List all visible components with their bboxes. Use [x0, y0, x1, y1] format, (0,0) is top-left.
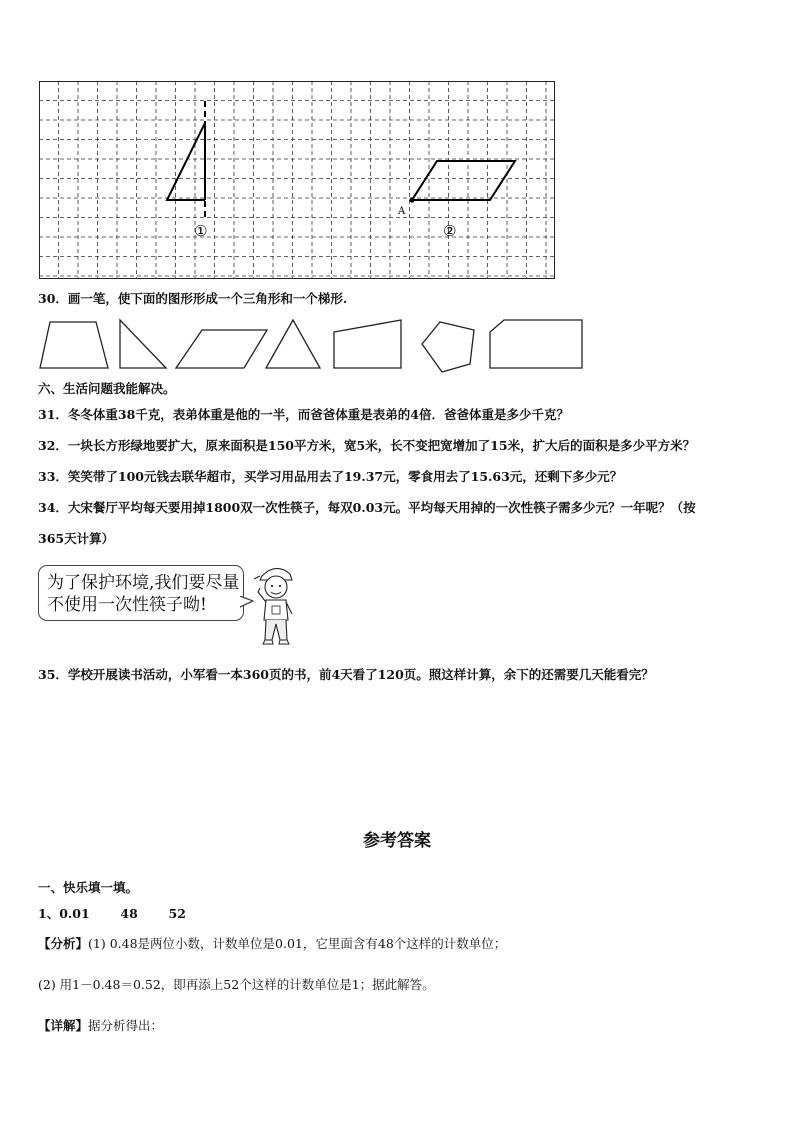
question-33: 33．笑笑带了100元钱去联华超市，买学习用品用去了19.37元，零食用去了15.63元，还剩下多少元？ — [38, 469, 623, 484]
quadrilateral-shape — [334, 320, 401, 368]
point-a-dot — [409, 197, 414, 202]
answer-1-line — [38, 906, 186, 922]
bubble-line-1: 为了保护环境,我们要尽量 — [47, 573, 240, 593]
speech-bubble — [38, 565, 244, 621]
analysis-text-1: (1) 0.48是两位小数，计数单位是0.01，它里面含有48个这样的计数单位； — [88, 936, 507, 951]
cut-corner-rectangle-shape — [490, 320, 582, 368]
question-30: 30．画一笔，使下面的图形形成一个三角形和一个梯形. — [38, 291, 348, 306]
point-a-label: A — [398, 206, 406, 217]
analysis-line-1 — [38, 936, 506, 952]
analysis-tag: 【分析】 — [38, 936, 89, 951]
grid-figure — [39, 81, 555, 279]
isosceles-triangle-shape — [266, 320, 320, 368]
answers-title: 参考答案 — [363, 831, 431, 851]
question-34-line-1: 34．大宋餐厅平均每天要用掉1800双一次性筷子，每双0.03元。平均每天用掉的一次性筷子需多少元？一年呢？（按 — [38, 500, 696, 515]
section-6-heading: 六、生活问题我能解决。 — [38, 381, 176, 396]
boy-illustration — [252, 562, 300, 650]
figure-label-1: ① — [194, 222, 208, 240]
question-31: 31．冬冬体重38千克，表弟体重是他的一半，而爸爸体重是表弟的4倍．爸爸体重是多少千克？ — [38, 407, 569, 422]
speech-bubble-text — [47, 572, 239, 616]
detail-line — [38, 1018, 163, 1034]
triangle-shape — [167, 123, 205, 200]
detail-text: 据分析得出： — [88, 1018, 164, 1033]
question-35: 35．学校开展读书活动，小军看一本360页的书，前4天看了120页。照这样计算，余下的还需要几天能看完？ — [38, 667, 654, 682]
figure-label-2: ② — [443, 222, 457, 240]
parallelogram-outline — [176, 330, 267, 368]
shapes-row — [36, 316, 586, 374]
parallelogram-shape — [412, 161, 515, 200]
answer-1-value-3: 52 — [168, 906, 186, 921]
trapezoid-shape — [40, 322, 108, 368]
pentagon-shape — [422, 322, 474, 372]
question-34-line-2: 365天计算） — [38, 531, 115, 546]
bubble-line-2: 不使用一次性筷子呦! — [47, 595, 207, 615]
right-triangle-shape — [120, 320, 166, 368]
answer-1-value-1: 1、0.01 — [38, 906, 90, 921]
analysis-line-2: (2) 用1－0.48＝0.52，即再添上52个这样的计数单位是1；据此解答。 — [38, 977, 435, 992]
answers-section-1: 一、快乐填一填。 — [38, 880, 139, 895]
detail-tag: 【详解】 — [38, 1018, 89, 1033]
answer-1-value-2: 48 — [120, 906, 138, 921]
question-32: 32．一块长方形绿地要扩大，原来面积是150平方米，宽5米，长不变把宽增加了15米，扩大后的面积是多少平方米？ — [38, 438, 696, 453]
